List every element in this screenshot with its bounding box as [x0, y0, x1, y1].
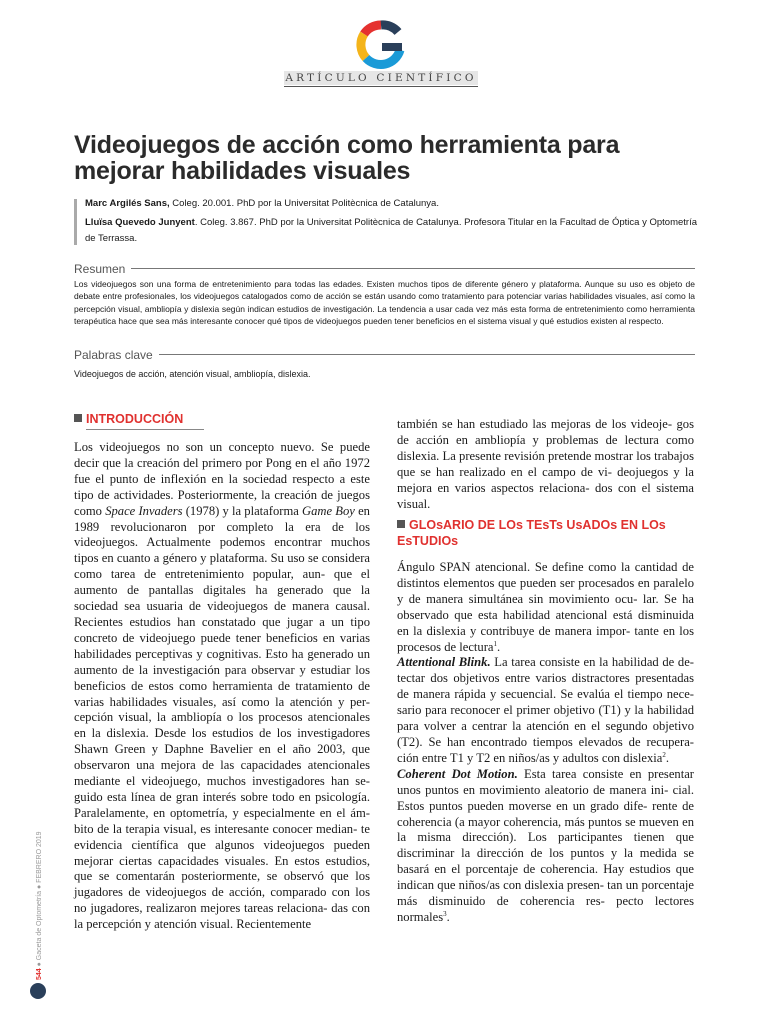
- glossary-blink-entry: Attentional Blink. La tarea consiste en la habilidad de de- tectar dos objetivos entre varios distractores presentadas de manera rápida y secuencial. Se evalúa el tiempo nece- sario para reconocer el primer objetivo (T1) y la habilidad para volver a centrar la atención en el segundo objetivo (T2). Se han encontrado tiempos elevados de recupera- ción entre T1 y T2 en niños/as y adultos con dislexia$^2$.: [397, 655, 694, 765]
- glossary-body: [397, 560, 694, 926]
- page-number: 544: [36, 968, 43, 980]
- blink-definition: La tarea consiste en la habilidad de de- tectar dos objetivos entre varios distractores presentadas de manera rápida y secuencial. Se evalúa el tiempo nece- sario para reconocer el primer objetivo (T1) y la habilidad para volver a centrar la atención en el segundo objetivo (T2). Se han encontrado tiempos elevados de recupera- ción entre T1 y T2 en niños/as y adultos con dislexia: [397, 655, 694, 765]
- glossary-span-entry: Ángulo SPAN atencional. Se define como la cantidad de distintos elementos que pueden ser procesados en paralelo y de manera simultánea sin movimiento ocu- lar. Se ha observado que esta habilidad atencional está disminuida en la dislexia y contribuye de manera impor- tante en los procesos de lectura$^1$.: [397, 560, 694, 654]
- page-dot: [30, 983, 46, 999]
- reference-marker[interactable]: 2: [662, 750, 666, 759]
- span-definition: Ángulo SPAN atencional. Se define como la cantidad de distintos elementos que pueden ser procesados en paralelo y de manera simultánea sin movimiento ocu- lar. Se ha observado que esta habilidad atencional está disminuida en la dislexia y contribuye de manera impor- tante en los procesos de lectura: [397, 560, 694, 654]
- author-2: [85, 215, 704, 247]
- intro-paragraph: [74, 440, 370, 933]
- authors-block: [74, 196, 704, 247]
- resumen-rule: [74, 268, 695, 269]
- cdm-definition: Esta tarea consiste en presentar unos puntos en movimiento aleatorio de manera ini- cial. Estos puntos pueden moverse en un grado dife- rente de coherencia (a mayor coherencia, más puntos se mueven en la misma dirección). Los participantes tienen que discriminar la dirección de los puntos y la medida se basará en el porcentaje de coherencia. Hay estudios que indican que niños/as con dislexia presen- tan un porcentaje más disminuido de coherencia res- pecto lectores normales: [397, 766, 695, 924]
- journal-name: ● Gaceta de Optometría ● FEBRERO 2019: [36, 831, 43, 969]
- platform-title: Game Boy: [302, 503, 355, 518]
- author-bar: [74, 199, 77, 245]
- glossary-heading: [397, 517, 697, 549]
- section-label: ARTÍCULO CIENTÍFICO: [285, 72, 477, 84]
- intro-text-part: (1978) y la plataforma: [182, 503, 303, 518]
- author-1-name: Marc Argilés Sans,: [85, 198, 170, 209]
- reference-marker[interactable]: 3: [443, 909, 447, 918]
- resumen-heading: Resumen: [74, 262, 131, 276]
- square-bullet-icon: [74, 414, 82, 422]
- author-2-name: Lluïsa Quevedo Junyent: [85, 217, 195, 228]
- cdm-term: Coherent Dot Motion.: [397, 766, 518, 781]
- author-2-details: . Coleg. 3.867. PhD por la Universitat Politècnica de Catalunya. Profesora Titular en la Facultad de Óptica y Optometría de Terrassa.: [85, 217, 697, 244]
- intro-text-part: en 1989 revolucionaron por completo la era de los videojuegos. Actualmente podemos encontrar muchos tipos en cuanto a género y plataforma. Su uso se considera como tarea de entretenimiento popular, aun- que el aumento de pantallas digitales ha generado que la sociedad sea usuaria de videojuegos de manera causal. Recientes estudios han constatado que jugar a un tipo concreto de videojuego puede tener beneficios en varias habilidades perceptivas y cognitivas. Esto ha generado un aumento de la investigación para observar y estudiar los beneficios de estos como herramienta de tratamiento de varias habilidades visuales, así como la atención y per- cepción visual, la ambliopía o los procesos atencionales en la dislexia. Desde los estudios de los investigadores Shawn Green y Daphne Bavelier en el año 2003, que observaron una mejora de las capacidades atencionales mediante el videojuego, muchos investigadores han se- guido esta línea de gran interés sobre todo en psicología. Paralelamente, en optometría, y especialmente en el ám- bito de la terapia visual, es interesante conocer median- te evidencia científica que algunos videojuegos pueden mejorar ciertas capacidades visuales. En estos estudios, que se comentarán posteriormente, se observó que los jugadores de videojuegos de acción, comparado con los no jugadores, realizaron mejores tareas relaciona- das con la percepción y atención visual. Recientemente: [74, 503, 370, 932]
- article-title: Videojuegos de acción como herramienta para mejorar habilidades visuales: [74, 131, 620, 185]
- keywords-heading: Palabras clave: [74, 348, 159, 362]
- square-bullet-icon: [397, 520, 405, 528]
- intro-text-part: Los videojuegos no son un concepto nuevo. Se puede decir que la creación del primero por Pong en el año 1972 fue el punto de inflexión en la sociedad respecto a este tipo de actividades. Posteriormente, la creación de juegos como: [74, 440, 370, 518]
- right-column: [397, 417, 694, 512]
- game-title: Space Invaders: [105, 503, 183, 518]
- glossary-cdm-entry: Coherent Dot Motion. Esta tarea consiste en presentar unos puntos en movimiento aleatorio de manera ini- cial. Estos puntos pueden moverse en un grado dife- rente de coherencia (a mayor coherencia, más puntos se mueven en la misma dirección). Los participantes tienen que discriminar la dirección de los puntos y la medida se basará en el porcentaje de coherencia. Hay estudios que indican que niños/as con dislexia presen- tan un porcentaje más disminuido de coherencia res- pecto lectores normales$^3$.: [397, 766, 695, 924]
- abstract-text: Los videojuegos son una forma de entretenimiento para todas las edades. Existen muchos tipos de diferente género y plataforma. Aunque su uso es objeto de debate entre profesionales, los videojuegos catalogados como de acción se están usando como tratamiento para potenciar varias habilidades visuales, así como la percepción visual, ambliopía y dislexia según indican estudios de investigación. La tendencia a usar cada vez más esta forma de entretenimiento como herramienta terapéutica hace que sea más interesante conocer qué tipos de videojuegos pueden tener beneficios en el sistema visual y qué estudios existen al respecto.: [74, 279, 695, 326]
- intro-continuation: también se han estudiado las mejoras de los videoje- gos de acción en ambliopía y problemas de lectura como dislexia. La presente revisión pretende mostrar los trabajos que se han realizado en el campo de vi- deojuegos y la mejora en varios aspectos relaciona- dos con el sistema visual.: [397, 417, 694, 511]
- g-logo-icon: [356, 20, 406, 70]
- author-1-details: Coleg. 20.001. PhD por la Universitat Politècnica de Catalunya.: [169, 198, 439, 209]
- keywords-rule: [74, 354, 695, 355]
- blink-term: Attentional Blink.: [397, 655, 491, 670]
- page-footer: [36, 831, 43, 980]
- keywords-heading-row: [74, 346, 695, 362]
- left-column: [74, 440, 370, 933]
- reference-marker[interactable]: 1: [493, 639, 498, 648]
- intro-heading-text: INTRODUCCIÓN: [86, 412, 184, 426]
- intro-heading: [74, 411, 194, 427]
- author-1: [85, 196, 704, 212]
- section-divider: [284, 86, 478, 87]
- keywords-text: Videojuegos de acción, atención visual, ambliopía, dislexia.: [74, 369, 311, 379]
- intro-heading-underline: [86, 429, 204, 430]
- glossary-heading-text: GLOsARIO DE LOs TEsTs UsADOs EN LOs EsTUDIOs: [397, 518, 666, 548]
- resumen-heading-row: [74, 260, 695, 276]
